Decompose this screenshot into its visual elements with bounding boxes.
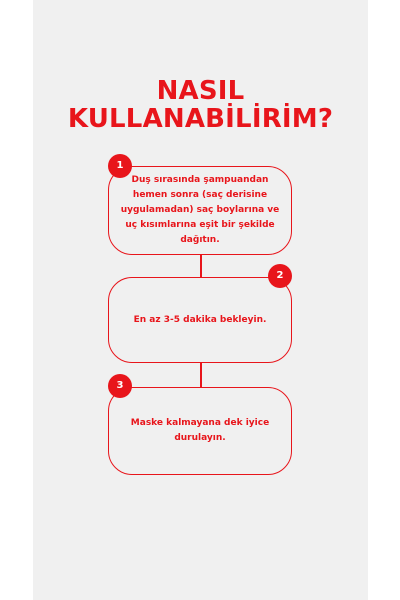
step-connector-2-3	[200, 362, 202, 388]
step-card-2	[108, 277, 292, 363]
step-card-1	[108, 166, 292, 255]
step-text-3: Maske kalmayana dek iyice durulayın.	[130, 418, 270, 443]
step-text-1: Duş sırasında şampuandan hemen sonra (saç derisine uygulamadan) saç boylarına ve uç kısımlarına eşit bir şekilde dağıtın.	[120, 175, 280, 245]
step-number-badge-1: 1	[108, 154, 132, 178]
page-title-line-2: KULLANABİLİRİM?	[67, 104, 334, 134]
step-text-2: En az 3-5 dakika bekleyin.	[133, 314, 267, 325]
step-card-3	[108, 387, 292, 475]
step-number-badge-3: 3	[108, 374, 132, 398]
step-number-badge-2: 2	[268, 264, 292, 288]
step-connector-1-2	[200, 254, 202, 278]
page-title-line-1: NASIL	[156, 76, 245, 106]
